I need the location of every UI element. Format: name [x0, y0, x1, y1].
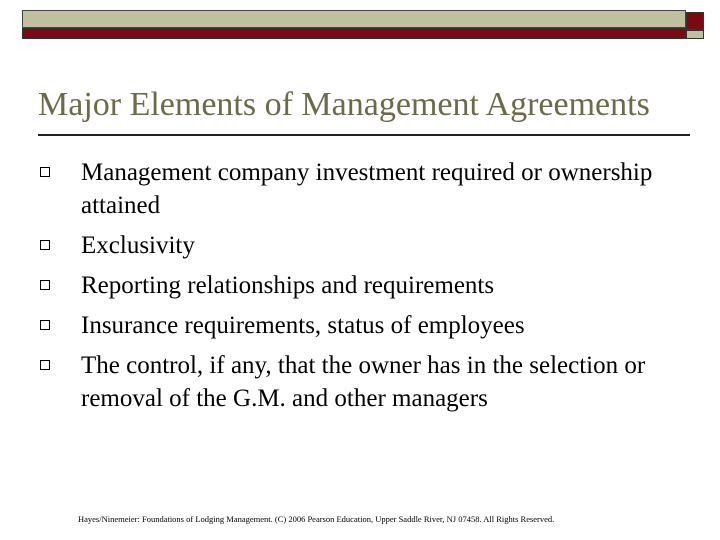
bullet-list [38, 156, 698, 422]
hollow-square-bullet-icon [40, 360, 50, 370]
header-corner-square [686, 12, 704, 30]
bullet-text: Insurance requirements, status of employees [81, 312, 525, 339]
hollow-square-bullet-icon [40, 240, 50, 250]
header-corner-square-lower [686, 30, 704, 39]
bullet-text: Management company investment required or ownership attained [81, 159, 653, 219]
hollow-square-bullet-icon [40, 280, 50, 290]
copyright-footer: Hayes/Ninemeier: Foundations of Lodging Management. (C) 2006 Pearson Education, Upper Saddle River, NJ 07458. All Rights Reserved. [78, 514, 555, 524]
bullet-item [38, 269, 698, 302]
hollow-square-bullet-icon [40, 320, 50, 330]
bullet-item [38, 156, 698, 222]
bullet-text: Exclusivity [81, 232, 195, 259]
header-band-dark [22, 28, 686, 39]
title-underline [38, 134, 690, 136]
slide-title: Major Elements of Management Agreements [38, 86, 650, 123]
bullet-text: The control, if any, that the owner has in the selection or removal of the G.M. and other managers [81, 352, 646, 412]
hollow-square-bullet-icon [40, 167, 50, 177]
bullet-item [38, 229, 698, 262]
bullet-item [38, 349, 698, 415]
bullet-text: Reporting relationships and requirements [81, 272, 495, 299]
bullet-item [38, 309, 698, 342]
header-band-light [22, 10, 686, 28]
